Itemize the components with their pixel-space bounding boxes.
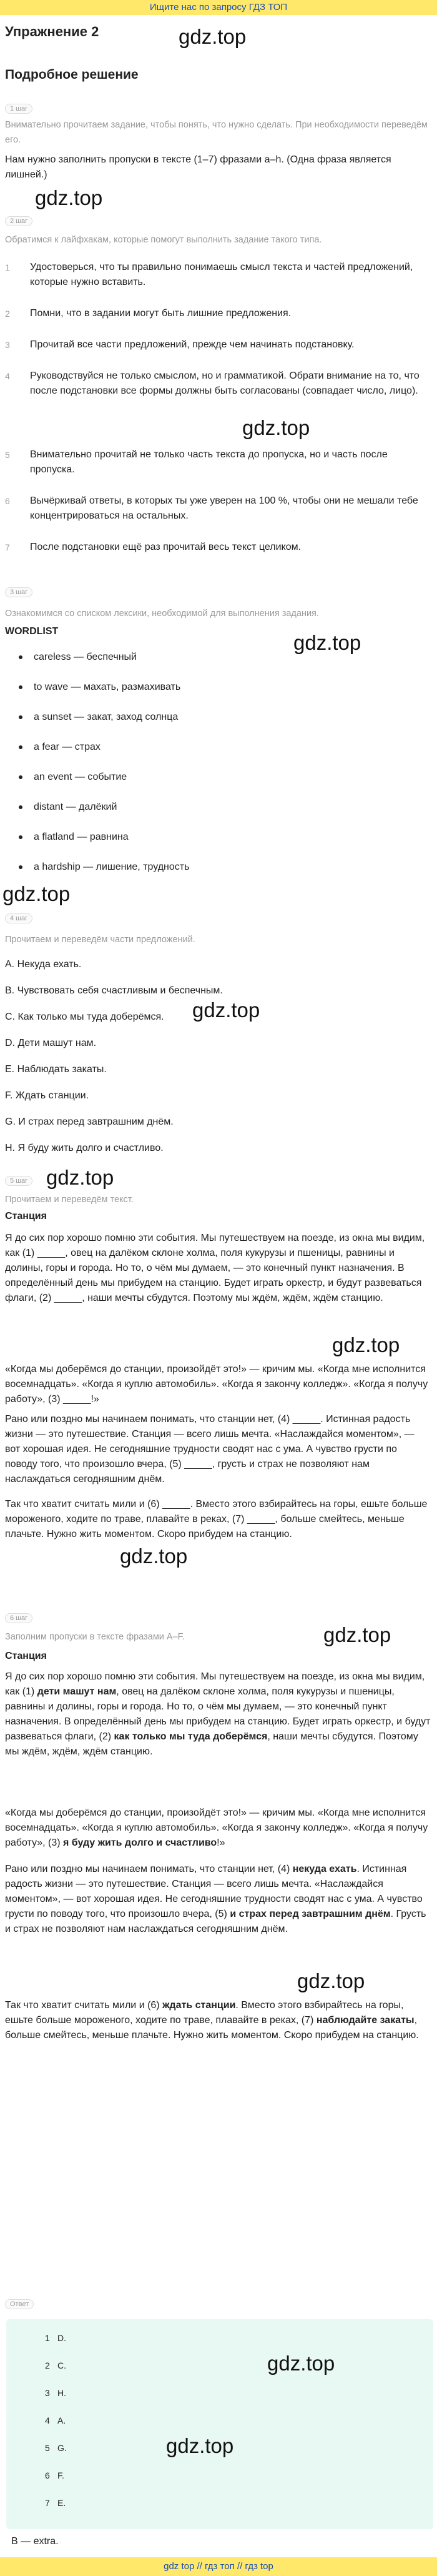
answer-item: 4 A. (45, 2415, 66, 2425)
wordlist-heading: WORDLIST (5, 626, 59, 637)
bullet-icon (19, 745, 22, 749)
item-number: 4 (5, 371, 10, 381)
top-banner (0, 0, 437, 15)
story-paragraph: Рано или поздно мы начинаем понимать, что станции нет, (4) _____. Истинная радость жизни — это путешествие. Станция — всего лишь мечта. «Наслаждайся моментом», — вот хорошая идея. Не сегодняшние трудности сводят нас с ума. А чувство грусти по поводу того, что произошло вчера, (5) _____, грусть и страх не позволяют нам наслаждаться сегодняшним днём. (5, 1414, 415, 1484)
wordlist-item: a flatland — равнина (19, 830, 129, 845)
step3-hint: Ознакомимся со списком лексики, необходимой для выполнения задания. (5, 609, 319, 619)
phrase-line: B. Чувствовать себя счастливым и беспечным. (5, 985, 223, 996)
bullet-icon (19, 715, 22, 719)
step-badge-1: 1 шаг (5, 104, 32, 114)
step-badge-2: 2 шаг (5, 216, 32, 226)
item-text: Помни, что в задании могут быть лишние предложения. (30, 308, 292, 319)
page-title: Упражнение 2 (5, 24, 99, 39)
item-number: 3 (5, 340, 10, 350)
watermark: gdz.top (323, 1623, 391, 1646)
item-number: 2 (5, 309, 10, 319)
answer-box (6, 2319, 433, 2529)
watermark: gdz.top (293, 631, 361, 654)
bullet-icon (19, 865, 22, 869)
item-number: 1 (5, 262, 10, 272)
item-number: 7 (5, 542, 10, 552)
watermark: gdz.top (267, 2352, 335, 2375)
item-text: Внимательно прочитай не только часть текста до пропуска, но и часть после пропуска. (30, 449, 388, 475)
watermark: gdz.top (332, 1333, 400, 1356)
phrase-line: E. Наблюдать закаты. (5, 1064, 107, 1075)
item-number: 6 (5, 496, 10, 506)
answer-item: 1 D. (45, 2333, 66, 2343)
bullet-icon (19, 685, 22, 689)
item-text: Прочитай все части предложений, прежде чем начинать подстановку. (30, 339, 355, 350)
wordlist-item: an event — событие (19, 770, 127, 785)
watermark: gdz.top (297, 1969, 365, 1992)
wordlist-item: a hardship — лишение, трудность (19, 860, 189, 875)
bullet-icon (19, 655, 22, 659)
item-text: Вычёркивай ответы, в которых ты уже уверен на 100 %, чтобы они не мешали тебе концентрироваться на остальных. (30, 495, 418, 521)
watermark: gdz.top (179, 25, 247, 48)
wordlist-item: careless — беспечный (19, 650, 137, 665)
story-paragraph: Так что хватит считать мили и (6) _____. Вместо этого взбирайтесь на горы, ешьте больше мороженого, ходите по траве, плавайте в реках, (7) _____, больше смейтесь, меньше плачьте. Нужно жить моментом. Скоро прибудем на станцию. (5, 1499, 428, 1539)
footer-links[interactable]: gdz top // гдз топ // гдз top (164, 2561, 273, 2572)
answer-item: 2 C. (45, 2360, 66, 2370)
filled-story-paragraph: Так что хватит считать мили и (6) ждать станции. Вместо этого взбирайтесь на горы, ешьте больше мороженого, ходите по траве, плавайте в реках, (7) наблюдайте закаты, больше смейтесь, меньше плачьте. Нужно жить моментом. Скоро прибудем на станцию. (5, 2000, 419, 2041)
step4-hint: Прочитаем и переведём части предложений. (5, 935, 195, 945)
step-badge-4: 4 шаг (5, 913, 32, 923)
item-number: 5 (5, 450, 10, 460)
section-subtitle: Подробное решение (5, 67, 139, 82)
phrase-line: C. Как только мы туда доберёмся. (5, 1012, 164, 1022)
bullet-icon (19, 775, 22, 779)
answer-item: 3 H. (45, 2388, 66, 2398)
phrase-line: H. Я буду жить долго и счастливо. (5, 1143, 164, 1153)
item-text: После подстановки ещё раз прочитай весь текст целиком. (30, 542, 302, 552)
phrase-line: A. Некуда ехать. (5, 959, 82, 970)
step1-hint: Внимательно прочитаем задание, чтобы понять, что нужно сделать. При необходимости переведём его. (5, 120, 428, 145)
top-search-link[interactable]: Ищите нас по запросу ГДЗ ТОП (149, 2, 288, 12)
step-badge-6: 6 шаг (5, 1613, 32, 1623)
wordlist-item: to wave — махать, размахивать (19, 680, 180, 695)
bullet-icon (19, 835, 22, 839)
wordlist-item: a fear — страх (19, 740, 101, 755)
wordlist-item: distant — далёкий (19, 800, 117, 815)
step1-text: Нам нужно заполнить пропуски в тексте (1–7) фразами a–h. (Одна фраза является лишней.) (5, 154, 391, 180)
story-paragraph: Я до сих пор хорошо помню эти события. Мы путешествуем на поезде, из окна мы видим, как (1) _____, овец на далёком склоне холма, поля кукурузы и пшеницы, равнины и долины, горы и города. Но то, о чём мы думаем, — это конечный пункт назначения. В определённый день мы прибудем на станцию. Будет играть оркестр, и будут развеваться флаги, (2) _____, наши мечты сбудутся. Поэтому мы ждём, ждём, ждём станцию. (5, 1233, 425, 1303)
filled-story-paragraph: «Когда мы доберёмся до станции, произойдёт это!» — кричим мы. «Когда мне исполнится восемнадцать». «Когда я куплю автомобиль». «Когда я закончу колледж». «Когда я получу работу», (3) я буду жить долго и счастливо!» (5, 1808, 428, 1848)
answer-label: Ответ (5, 2299, 34, 2309)
watermark: gdz.top (46, 1166, 114, 1189)
step-badge-5: 5 шаг (5, 1176, 32, 1186)
bullet-icon (19, 805, 22, 809)
answer-item: 6 F. (45, 2470, 64, 2480)
phrase-line: D. Дети машут нам. (5, 1038, 97, 1048)
watermark: gdz.top (120, 1544, 188, 1568)
item-text: Руководствуйся не только смыслом, но и грамматикой. Обрати внимание на то, что после подстановки все формы должны быть согласованы (совпадает число, лицо). (30, 370, 420, 396)
watermark: gdz.top (192, 998, 260, 1022)
story-heading: Станция (5, 1211, 47, 1221)
wordlist-item: a sunset — закат, заход солнца (19, 710, 178, 725)
phrase-line: F. Ждать станции. (5, 1090, 89, 1101)
phrase-line: G. И страх перед завтрашним днём. (5, 1116, 174, 1127)
item-text: Удостоверься, что ты правильно понимаешь смысл текста и частей предложений, которые нужно вставить. (30, 262, 413, 287)
story-heading: Станция (5, 1651, 47, 1661)
filled-story-paragraph: Я до сих пор хорошо помню эти события. Мы путешествуем на поезде, из окна мы видим, как (1) дети машут нам, овец на далёком склоне холма, поля кукурузы и пшеницы, равнины и долины, горы и города. Но то, о чём мы думаем, — это конечный пункт назначения. В определённый день мы прибудем на станцию. Будет играть оркестр, и будут развеваться флаги, (2) как только мы туда доберёмся, наши мечты сбудутся. Поэтому мы ждём, ждём, ждём станцию. (5, 1671, 431, 1757)
step2-hint: Обратимся к лайфхакам, которые помогут выполнить задание такого типа. (5, 235, 322, 245)
answer-item: 7 E. (45, 2498, 66, 2508)
story-paragraph: «Когда мы доберёмся до станции, произойдёт это!» — кричим мы. «Когда мне исполнится восемнадцать». «Когда я куплю автомобиль». «Когда я закончу колледж». «Когда я получу работу», (3) _____!» (5, 1364, 428, 1405)
step-badge-3: 3 шаг (5, 587, 32, 597)
extra-note: B — extra. (11, 2536, 59, 2547)
watermark: gdz.top (242, 416, 310, 439)
step5-hint: Прочитаем и переведём текст. (5, 1195, 134, 1205)
answer-item: 5 G. (45, 2443, 67, 2453)
watermark: gdz.top (35, 186, 103, 209)
watermark: gdz.top (166, 2434, 234, 2457)
filled-story-paragraph: Рано или поздно мы начинаем понимать, что станции нет, (4) некуда ехать. Истинная радость жизни — это путешествие. Станция — всего лишь мечта. «Наслаждайся моментом», — вот хорошая идея. Не сегодняшние трудности сводят нас с ума. А чувство грусти по поводу того, что произошло вчера, (5) и страх перед завтрашним днём. Грусть и страх не позволяют нам наслаждаться сегодняшним днём. (5, 1864, 426, 1934)
step6-hint: Заполним пропуски в тексте фразами A–F. (5, 1632, 185, 1642)
watermark: gdz.top (2, 882, 71, 905)
footer-banner (0, 2557, 437, 2576)
